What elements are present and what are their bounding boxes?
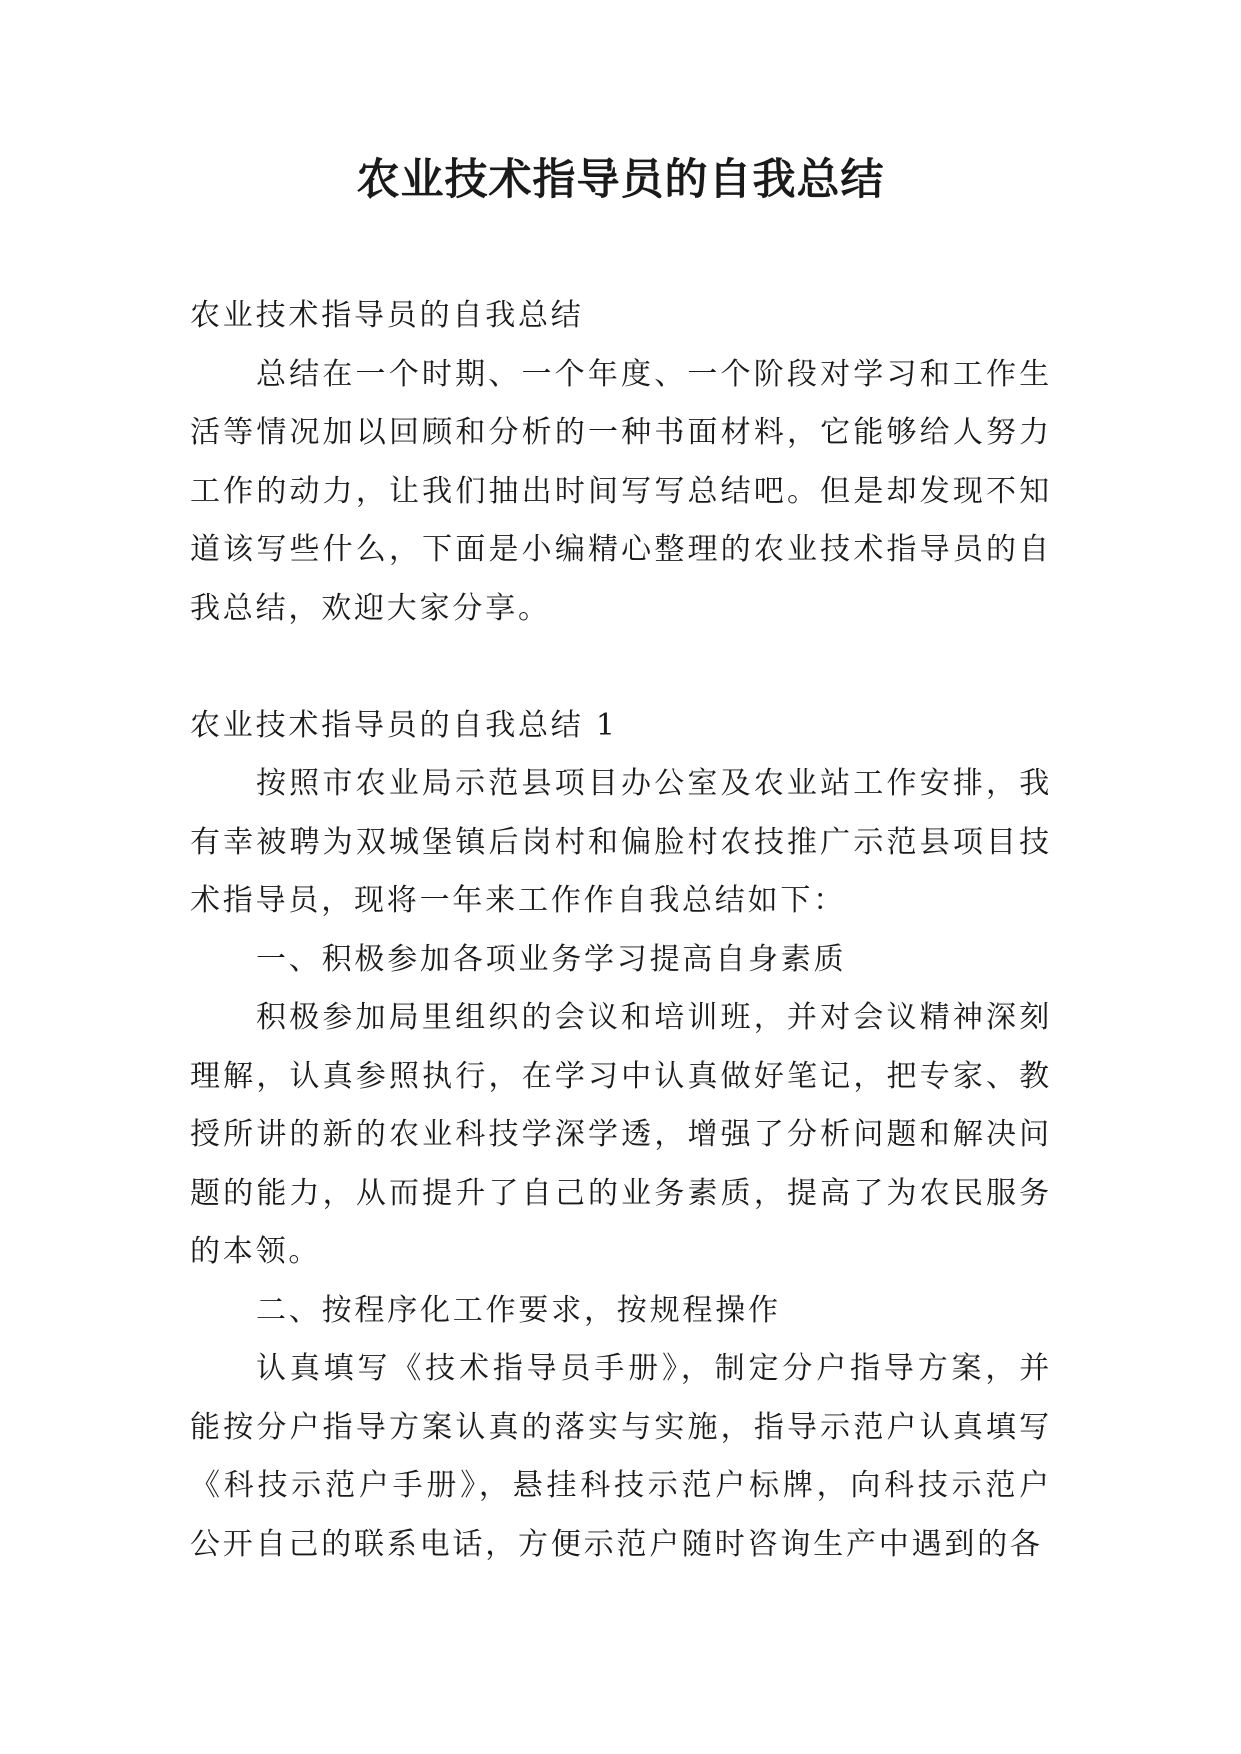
document-title: 农业技术指导员的自我总结 — [356, 155, 885, 205]
intro-paragraph: 总结在一个时期、一个年度、一个阶段对学习和工作生活等情况加以回顾和分析的一种书面材料，它能够给人努力工作的动力，让我们抽出时间写写总结吧。但是却发现不知道该写些什么，下面是小编精心整理的农业技术指导员的自我总结，欢迎大家分享。 — [190, 356, 1052, 626]
subheading: 二、按程序化工作要求，按规程操作 — [256, 1292, 781, 1328]
intro-heading: 农业技术指导员的自我总结 — [190, 298, 584, 333]
section-heading: 农业技术指导员的自我总结 1 — [190, 707, 618, 743]
document-body — [190, 287, 1052, 1574]
body-paragraph: 积极参加局里组织的会议和培训班，并对会议精神深刻理解，认真参照执行，在学习中认真做好笔记，把专家、教授所讲的新的农业科技学深学透，增强了分析问题和解决问题的能力，从而提升了自己的业务素质，提高了为农民服务的本领。 — [190, 1000, 1052, 1269]
subheading: 一、积极参加各项业务学习提高自身素质 — [256, 941, 847, 977]
body-paragraph: 认真填写《技术指导员手册》，制定分户指导方案，并能按分户指导方案认真的落实与实施，指导示范户认真填写《科技示范户手册》，悬挂科技示范户标牌，向科技示范户公开自己的联系电话，方便示范户随时咨询生产中遇到的各 — [190, 1351, 1052, 1562]
paragraph-spacer — [190, 638, 1052, 697]
body-paragraph: 按照市农业局示范县项目办公室及农业站工作安排，我有幸被聘为双城堡镇后岗村和偏脸村农技推广示范县项目技术指导员，现将一年来工作作自我总结如下： — [190, 766, 1052, 918]
